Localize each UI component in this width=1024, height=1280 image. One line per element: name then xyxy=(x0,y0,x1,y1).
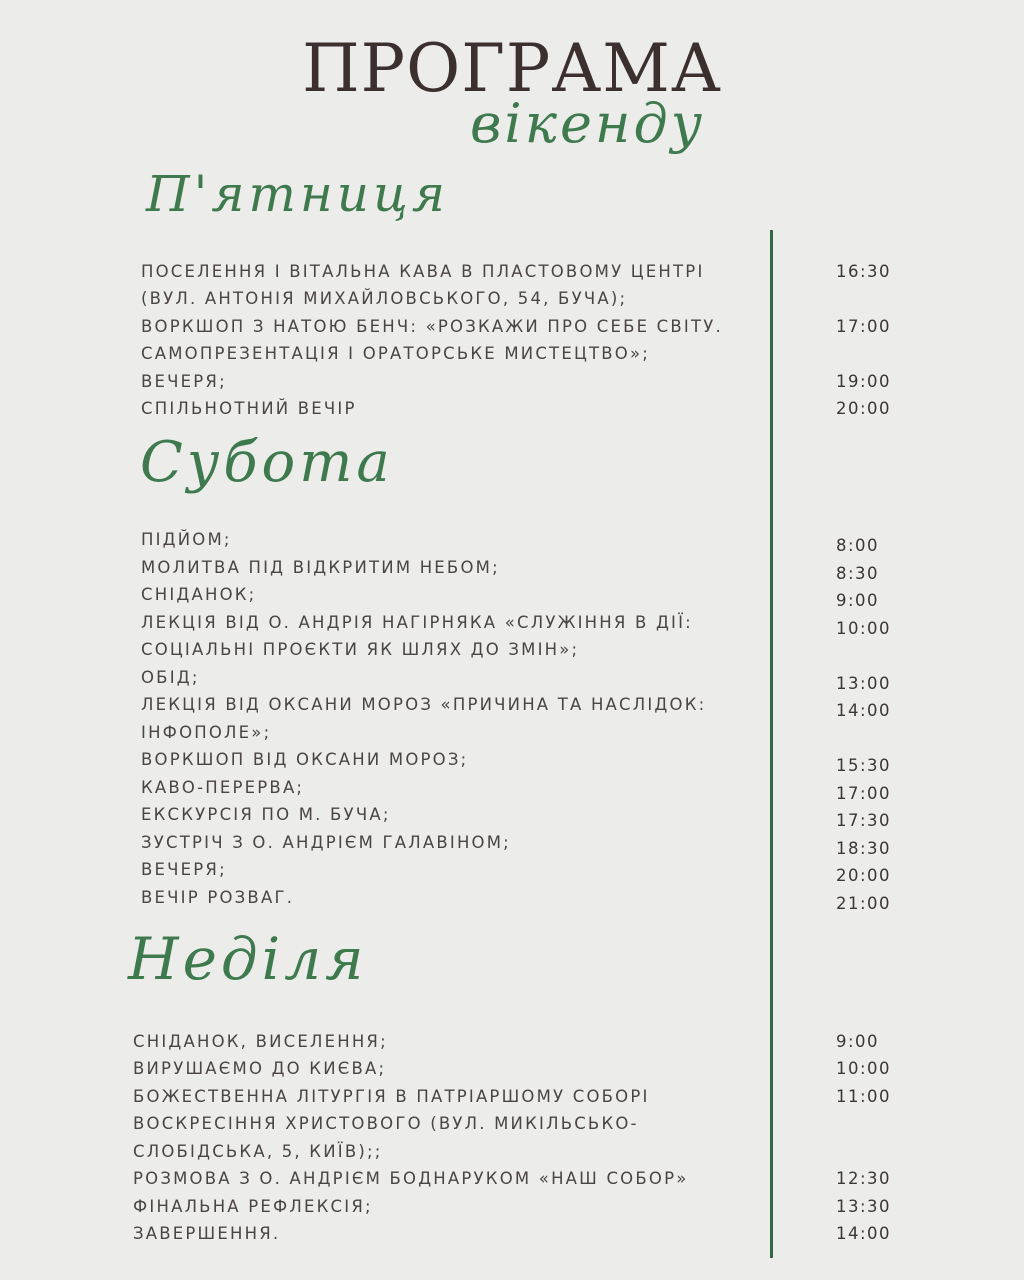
schedule-time: 17:00 xyxy=(836,784,892,803)
schedule-time: 13:30 xyxy=(836,1197,892,1216)
schedule-line: МОЛИТВА ПІД ВІДКРИТИМ НЕБОМ; xyxy=(141,558,500,577)
schedule-time: 19:00 xyxy=(836,372,892,391)
schedule-line: ВЕЧЕРЯ; xyxy=(141,372,227,391)
schedule-time: 14:00 xyxy=(836,1224,892,1243)
schedule-line: САМОПРЕЗЕНТАЦІЯ І ОРАТОРСЬКЕ МИСТЕЦТВО»; xyxy=(141,344,651,363)
schedule-line: СНІДАНОК; xyxy=(141,585,257,604)
schedule-line: СЛОБІДСЬКА, 5, КИЇВ);; xyxy=(133,1142,383,1161)
schedule-time: 8:30 xyxy=(836,564,880,583)
schedule-line: СНІДАНОК, ВИСЕЛЕННЯ; xyxy=(133,1032,388,1051)
schedule-line: ФІНАЛЬНА РЕФЛЕКСІЯ; xyxy=(133,1197,373,1216)
schedule-time: 21:00 xyxy=(836,894,892,913)
schedule-line: ВЕЧІР РОЗВАГ. xyxy=(141,888,295,907)
schedule-time: 20:00 xyxy=(836,399,892,418)
schedule-time: 11:00 xyxy=(836,1087,892,1106)
schedule-line: КАВО-ПЕРЕРВА; xyxy=(141,778,305,797)
schedule-time: 20:00 xyxy=(836,866,892,885)
schedule-line: РОЗМОВА З О. АНДРІЄМ БОДНАРУКОМ «НАШ СОБОР» xyxy=(133,1169,689,1188)
schedule-time: 9:00 xyxy=(836,591,880,610)
schedule-time: 13:00 xyxy=(836,674,892,693)
schedule-time: 8:00 xyxy=(836,536,880,555)
schedule-time: 10:00 xyxy=(836,619,892,638)
day-heading-friday: П'ятниця xyxy=(146,165,449,223)
schedule-line: ЛЕКЦІЯ ВІД ОКСАНИ МОРОЗ «ПРИЧИНА ТА НАСЛІДОК: xyxy=(141,695,707,714)
schedule-line: ЛЕКЦІЯ ВІД О. АНДРІЯ НАГІРНЯКА «СЛУЖІННЯ В ДІЇ: xyxy=(141,613,693,632)
schedule-line: ВОРКШОП З НАТОЮ БЕНЧ: «РОЗКАЖИ ПРО СЕБЕ СВІТУ. xyxy=(141,317,723,336)
schedule-line: ВЕЧЕРЯ; xyxy=(141,860,227,879)
schedule-line: СПІЛЬНОТНИЙ ВЕЧІР xyxy=(141,399,357,418)
schedule-line: ЗАВЕРШЕННЯ. xyxy=(133,1224,281,1243)
page-title: ПРОГРАМА xyxy=(302,30,722,107)
schedule-line: ЗУСТРІЧ З О. АНДРІЄМ ГАЛАВІНОМ; xyxy=(141,833,511,852)
schedule-line: ОБІД; xyxy=(141,668,200,687)
schedule-time: 16:30 xyxy=(836,262,892,281)
schedule-line: СОЦІАЛЬНІ ПРОЄКТИ ЯК ШЛЯХ ДО ЗМІН»; xyxy=(141,640,580,659)
schedule-line: ЕКСКУРСІЯ ПО М. БУЧА; xyxy=(141,805,391,824)
day-heading-saturday: Субота xyxy=(140,430,394,495)
schedule-time: 17:00 xyxy=(836,317,892,336)
schedule-line: БОЖЕСТВЕННА ЛІТУРГІЯ В ПАТРІАРШОМУ СОБОРІ xyxy=(133,1087,650,1106)
schedule-time: 17:30 xyxy=(836,811,892,830)
schedule-time: 12:30 xyxy=(836,1169,892,1188)
schedule-line: (ВУЛ. АНТОНІЯ МИХАЙЛОВСЬКОГО, 54, БУЧА); xyxy=(141,289,628,308)
schedule-line: ІНФОПОЛЕ»; xyxy=(141,723,272,742)
schedule-line: ВОРКШОП ВІД ОКСАНИ МОРОЗ; xyxy=(141,750,469,769)
page-subtitle: вікенду xyxy=(470,92,706,155)
schedule-time: 10:00 xyxy=(836,1059,892,1078)
vertical-divider xyxy=(770,230,773,1258)
schedule-line: ПІДЙОМ; xyxy=(141,530,232,549)
schedule-time: 18:30 xyxy=(836,839,892,858)
schedule-time: 15:30 xyxy=(836,756,892,775)
schedule-line: ВИРУШАЄМО ДО КИЄВА; xyxy=(133,1059,387,1078)
schedule-time: 9:00 xyxy=(836,1032,880,1051)
schedule-time: 14:00 xyxy=(836,701,892,720)
schedule-line: ВОСКРЕСІННЯ ХРИСТОВОГО (ВУЛ. МИКІЛЬСЬКО- xyxy=(133,1114,639,1133)
schedule-line: ПОСЕЛЕННЯ І ВІТАЛЬНА КАВА В ПЛАСТОВОМУ ЦЕНТРІ xyxy=(141,262,705,281)
day-heading-sunday: Неділя xyxy=(128,925,368,993)
